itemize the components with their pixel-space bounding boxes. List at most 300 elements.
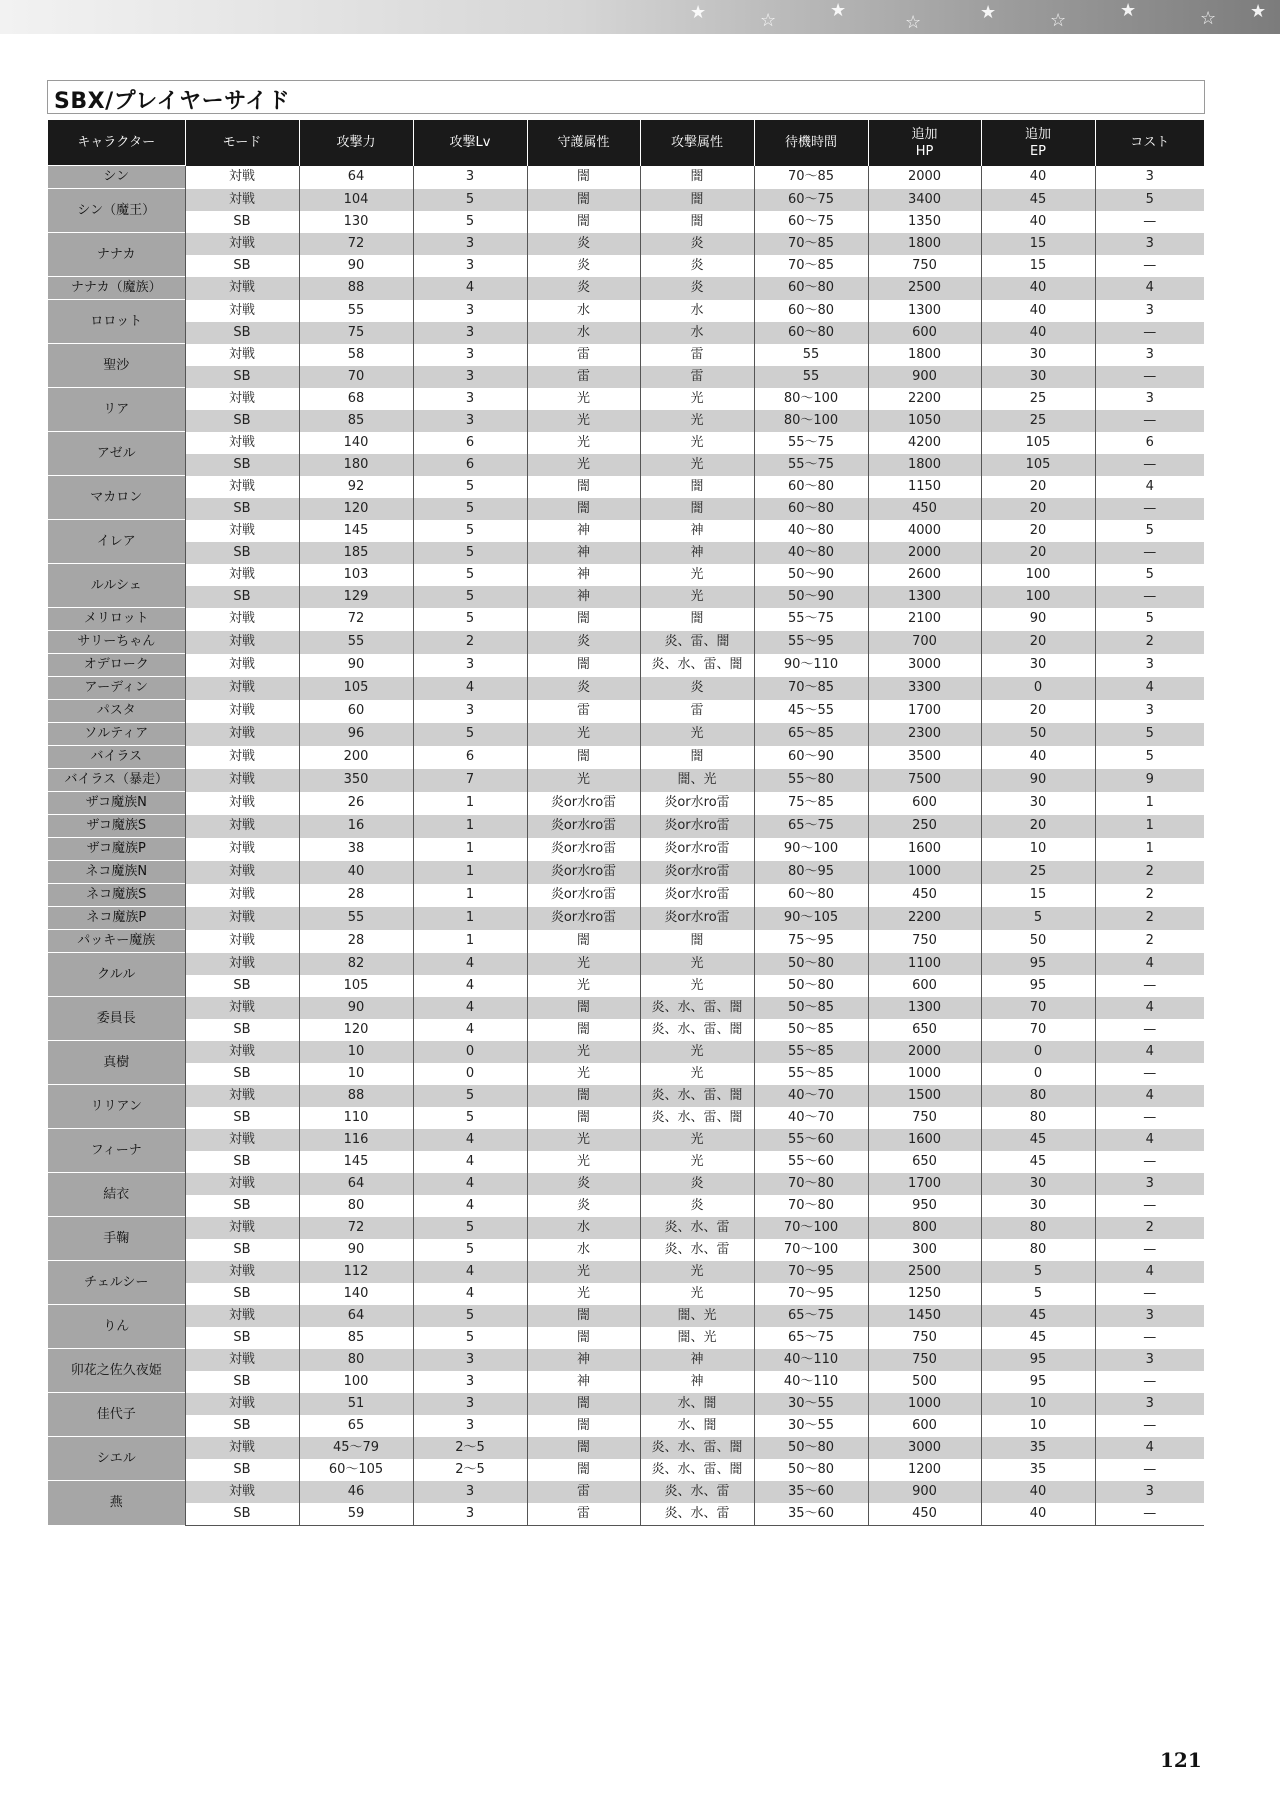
add-hp-cell: 700 [868,631,981,654]
star-icon: ☆ [1200,8,1217,29]
attack-cell: 90 [299,654,413,677]
attack-attr-cell: 炎、水、雷、闇 [640,1107,754,1129]
guard-attr-cell: 闇 [527,498,640,520]
guard-attr-cell: 炎 [527,631,640,654]
wait-time-cell: 55～60 [754,1151,868,1173]
cost-cell: 6 [1095,432,1204,454]
attack-attr-cell: 炎、水、雷、闇 [640,1085,754,1107]
add-ep-cell: 20 [981,700,1095,723]
character-name-cell: オデローク [48,654,185,677]
cost-cell: — [1095,498,1204,520]
table-row [48,322,1204,344]
mode-cell: 対戦 [185,769,299,792]
wait-time-cell: 50～90 [754,564,868,586]
wait-time-cell: 90～110 [754,654,868,677]
attack-attr-cell: 炎、雷、闇 [640,631,754,654]
cost-cell: 3 [1095,300,1204,322]
guard-attr-cell: 光 [527,1129,640,1151]
attack-attr-cell: 光 [640,975,754,997]
wait-time-cell: 80～100 [754,388,868,410]
cost-cell: 3 [1095,344,1204,366]
cost-cell: — [1095,975,1204,997]
wait-time-cell: 70～100 [754,1239,868,1261]
cost-cell: 3 [1095,233,1204,255]
character-name-cell: ナナカ [48,233,185,277]
mode-cell: 対戦 [185,1173,299,1195]
wait-time-cell: 60～80 [754,322,868,344]
table-row [48,542,1204,564]
add-ep-cell: 30 [981,344,1095,366]
add-ep-cell: 15 [981,255,1095,277]
cost-cell: 4 [1095,1129,1204,1151]
wait-time-cell: 65～75 [754,815,868,838]
attack-cell: 120 [299,498,413,520]
attack-lv-cell: 5 [413,1217,527,1239]
attack-cell: 16 [299,815,413,838]
wait-time-cell: 50～90 [754,586,868,608]
guard-attr-cell: 光 [527,975,640,997]
attack-attr-cell: 闇 [640,930,754,953]
cost-cell: — [1095,410,1204,432]
add-hp-cell: 1000 [868,1393,981,1415]
guard-attr-cell: 闇 [527,211,640,233]
character-name-cell: 結衣 [48,1173,185,1217]
add-ep-cell: 20 [981,520,1095,542]
add-ep-cell: 10 [981,838,1095,861]
add-hp-cell: 2200 [868,388,981,410]
attack-lv-cell: 4 [413,975,527,997]
attack-lv-cell: 5 [413,1107,527,1129]
table-row [48,769,1204,792]
attack-attr-cell: 炎 [640,255,754,277]
add-ep-cell: 35 [981,1437,1095,1459]
guard-attr-cell: 闇 [527,1393,640,1415]
mode-cell: 対戦 [185,654,299,677]
guard-attr-cell: 闇 [527,930,640,953]
table-row [48,1261,1204,1283]
attack-attr-cell: 炎or水ro雷 [640,815,754,838]
table-row [48,520,1204,542]
guard-attr-cell: 神 [527,1371,640,1393]
add-ep-cell: 40 [981,166,1095,189]
guard-attr-cell: 光 [527,454,640,476]
attack-lv-cell: 4 [413,1195,527,1217]
add-hp-cell: 3300 [868,677,981,700]
cost-cell: 4 [1095,277,1204,300]
table-row [48,300,1204,322]
mode-cell: 対戦 [185,700,299,723]
column-guard-attr-header: 守護属性 [527,120,640,166]
attack-attr-cell: 炎、水、雷、闇 [640,1019,754,1041]
add-hp-cell: 1800 [868,233,981,255]
star-icon: ★ [1250,1,1267,22]
character-name-cell: ネコ魔族P [48,907,185,930]
guard-attr-cell: 炎or水ro雷 [527,838,640,861]
add-hp-cell: 3400 [868,189,981,211]
attack-cell: 90 [299,997,413,1019]
add-ep-cell: 40 [981,211,1095,233]
add-hp-cell: 1300 [868,300,981,322]
mode-cell: 対戦 [185,564,299,586]
attack-lv-cell: 5 [413,211,527,233]
add-ep-cell: 80 [981,1217,1095,1239]
attack-cell: 72 [299,608,413,631]
attack-attr-cell: 炎or水ro雷 [640,838,754,861]
cost-cell: 5 [1095,608,1204,631]
guard-attr-cell: 光 [527,1063,640,1085]
mode-cell: 対戦 [185,930,299,953]
table-row [48,166,1204,189]
guard-attr-cell: 炎or水ro雷 [527,884,640,907]
attack-attr-cell: 光 [640,586,754,608]
attack-attr-cell: 炎、水、雷、闇 [640,1437,754,1459]
wait-time-cell: 45～55 [754,700,868,723]
add-ep-cell: 70 [981,997,1095,1019]
mode-cell: 対戦 [185,1481,299,1503]
guard-attr-cell: 闇 [527,1437,640,1459]
wait-time-cell: 90～105 [754,907,868,930]
attack-lv-cell: 1 [413,930,527,953]
attack-attr-cell: 炎、水、雷 [640,1239,754,1261]
table-row [48,1019,1204,1041]
guard-attr-cell: 神 [527,1349,640,1371]
attack-cell: 185 [299,542,413,564]
attack-cell: 88 [299,277,413,300]
table-row [48,677,1204,700]
guard-attr-cell: 水 [527,1239,640,1261]
guard-attr-cell: 炎or水ro雷 [527,792,640,815]
column-mode-header: モード [185,120,299,166]
wait-time-cell: 40～70 [754,1107,868,1129]
add-hp-cell: 3000 [868,1437,981,1459]
column-attack-attr-header: 攻撃属性 [640,120,754,166]
character-name-cell: バイラス [48,746,185,769]
add-ep-cell: 25 [981,861,1095,884]
mode-cell: 対戦 [185,233,299,255]
wait-time-cell: 55～75 [754,432,868,454]
add-ep-cell: 30 [981,654,1095,677]
attack-attr-cell: 神 [640,1371,754,1393]
mode-cell: SB [185,1239,299,1261]
guard-attr-cell: 炎or水ro雷 [527,861,640,884]
character-name-cell: シン（魔王） [48,189,185,233]
attack-lv-cell: 4 [413,997,527,1019]
mode-cell: 対戦 [185,953,299,975]
attack-cell: 40 [299,861,413,884]
guard-attr-cell: 雷 [527,344,640,366]
attack-lv-cell: 4 [413,677,527,700]
guard-attr-cell: 光 [527,1041,640,1063]
wait-time-cell: 40～80 [754,542,868,564]
wait-time-cell: 30～55 [754,1393,868,1415]
add-ep-cell: 80 [981,1239,1095,1261]
wait-time-cell: 50～80 [754,975,868,997]
cost-cell: 3 [1095,700,1204,723]
character-name-cell: アゼル [48,432,185,476]
attack-cell: 120 [299,1019,413,1041]
attack-cell: 96 [299,723,413,746]
add-hp-cell: 1700 [868,1173,981,1195]
attack-lv-cell: 0 [413,1041,527,1063]
attack-cell: 104 [299,189,413,211]
add-ep-cell: 40 [981,1503,1095,1526]
mode-cell: 対戦 [185,388,299,410]
cost-cell: 4 [1095,1261,1204,1283]
cost-cell: 3 [1095,1349,1204,1371]
attack-attr-cell: 炎or水ro雷 [640,792,754,815]
guard-attr-cell: 水 [527,322,640,344]
add-ep-cell: 70 [981,1019,1095,1041]
attack-attr-cell: 闇 [640,498,754,520]
attack-attr-cell: 炎、水、雷 [640,1503,754,1526]
mode-cell: SB [185,454,299,476]
top-decorative-band [0,0,1280,34]
add-ep-cell: 45 [981,1305,1095,1327]
add-ep-cell: 0 [981,1063,1095,1085]
mode-cell: 対戦 [185,1261,299,1283]
mode-cell: 対戦 [185,997,299,1019]
add-hp-cell: 750 [868,930,981,953]
wait-time-cell: 40～110 [754,1349,868,1371]
attack-cell: 200 [299,746,413,769]
attack-cell: 45～79 [299,1437,413,1459]
mode-cell: 対戦 [185,631,299,654]
wait-time-cell: 65～75 [754,1327,868,1349]
wait-time-cell: 50～85 [754,997,868,1019]
cost-cell: — [1095,1063,1204,1085]
table-row [48,1129,1204,1151]
wait-time-cell: 55 [754,366,868,388]
attack-attr-cell: 炎、水、雷、闇 [640,1459,754,1481]
add-ep-cell: 30 [981,366,1095,388]
mode-cell: 対戦 [185,166,299,189]
guard-attr-cell: 闇 [527,189,640,211]
attack-attr-cell: 光 [640,1283,754,1305]
attack-attr-cell: 炎 [640,233,754,255]
cost-cell: 2 [1095,861,1204,884]
attack-attr-cell: 雷 [640,700,754,723]
attack-attr-cell: 光 [640,432,754,454]
add-ep-cell: 80 [981,1107,1095,1129]
wait-time-cell: 90～100 [754,838,868,861]
cost-cell: 3 [1095,388,1204,410]
add-hp-cell: 1150 [868,476,981,498]
mode-cell: 対戦 [185,815,299,838]
attack-cell: 10 [299,1041,413,1063]
attack-cell: 60 [299,700,413,723]
wait-time-cell: 55 [754,344,868,366]
add-hp-cell: 600 [868,1415,981,1437]
character-name-cell: パスタ [48,700,185,723]
table-row [48,1151,1204,1173]
table-row [48,255,1204,277]
attack-lv-cell: 4 [413,1019,527,1041]
add-ep-cell: 50 [981,723,1095,746]
guard-attr-cell: 水 [527,300,640,322]
wait-time-cell: 70～95 [754,1261,868,1283]
table-row [48,930,1204,953]
guard-attr-cell: 光 [527,953,640,975]
add-ep-cell: 50 [981,930,1095,953]
wait-time-cell: 70～85 [754,166,868,189]
add-hp-cell: 250 [868,815,981,838]
attack-lv-cell: 3 [413,166,527,189]
table-row [48,1459,1204,1481]
attack-attr-cell: 炎、水、雷 [640,1481,754,1503]
wait-time-cell: 50～80 [754,953,868,975]
attack-cell: 64 [299,1173,413,1195]
wait-time-cell: 60～90 [754,746,868,769]
cost-cell: 3 [1095,1481,1204,1503]
cost-cell: — [1095,1459,1204,1481]
attack-cell: 64 [299,1305,413,1327]
column-attack-header: 攻撃力 [299,120,413,166]
guard-attr-cell: 神 [527,542,640,564]
character-name-cell: 委員長 [48,997,185,1041]
attack-lv-cell: 5 [413,586,527,608]
cost-cell: 4 [1095,953,1204,975]
character-name-cell: ソルティア [48,723,185,746]
attack-cell: 72 [299,233,413,255]
cost-cell: 2 [1095,631,1204,654]
add-ep-cell: 35 [981,1459,1095,1481]
section-title: SBX/プレイヤーサイド [54,89,291,114]
attack-attr-cell: 光 [640,1129,754,1151]
add-hp-cell: 1300 [868,586,981,608]
character-name-cell: シン [48,166,185,189]
add-ep-cell: 20 [981,542,1095,564]
mode-cell: SB [185,1327,299,1349]
cost-cell: 4 [1095,1041,1204,1063]
add-hp-cell: 650 [868,1151,981,1173]
add-hp-cell: 7500 [868,769,981,792]
wait-time-cell: 60～80 [754,277,868,300]
mode-cell: SB [185,1283,299,1305]
table-row [48,815,1204,838]
column-character-header: キャラクター [48,120,185,166]
wait-time-cell: 75～95 [754,930,868,953]
wait-time-cell: 60～80 [754,498,868,520]
attack-attr-cell: 光 [640,388,754,410]
add-ep-cell: 25 [981,388,1095,410]
guard-attr-cell: 闇 [527,1327,640,1349]
attack-lv-cell: 7 [413,769,527,792]
guard-attr-cell: 炎 [527,1173,640,1195]
attack-lv-cell: 5 [413,1327,527,1349]
attack-cell: 75 [299,322,413,344]
add-ep-cell: 5 [981,1261,1095,1283]
attack-cell: 130 [299,211,413,233]
attack-lv-cell: 5 [413,1239,527,1261]
attack-lv-cell: 5 [413,498,527,520]
cost-cell: — [1095,542,1204,564]
guard-attr-cell: 炎 [527,255,640,277]
attack-lv-cell: 3 [413,366,527,388]
attack-lv-cell: 3 [413,1415,527,1437]
add-ep-cell: 20 [981,498,1095,520]
attack-lv-cell: 5 [413,1085,527,1107]
add-ep-cell: 25 [981,410,1095,432]
attack-attr-cell: 闇 [640,211,754,233]
cost-cell: 5 [1095,564,1204,586]
star-icon: ☆ [905,12,922,33]
guard-attr-cell: 闇 [527,1459,640,1481]
add-hp-cell: 1200 [868,1459,981,1481]
wait-time-cell: 40～110 [754,1371,868,1393]
attack-lv-cell: 5 [413,520,527,542]
guard-attr-cell: 水 [527,1217,640,1239]
table-row [48,1173,1204,1195]
character-name-cell: シエル [48,1437,185,1481]
guard-attr-cell: 雷 [527,366,640,388]
guard-attr-cell: 光 [527,769,640,792]
add-hp-cell: 750 [868,1327,981,1349]
guard-attr-cell: 光 [527,388,640,410]
attack-cell: 105 [299,677,413,700]
attack-attr-cell: 炎or水ro雷 [640,861,754,884]
add-ep-cell: 45 [981,1327,1095,1349]
mode-cell: SB [185,1063,299,1085]
column-wait-time-header: 待機時間 [754,120,868,166]
character-name-cell: ネコ魔族N [48,861,185,884]
attack-lv-cell: 3 [413,1349,527,1371]
table-row [48,1041,1204,1063]
wait-time-cell: 55～95 [754,631,868,654]
star-icon: ★ [690,2,707,23]
table-row [48,1437,1204,1459]
cost-cell: 3 [1095,1393,1204,1415]
table-row [48,953,1204,975]
table-row [48,366,1204,388]
attack-attr-cell: 炎or水ro雷 [640,884,754,907]
column-cost-header: コスト [1095,120,1204,166]
guard-attr-cell: 雷 [527,700,640,723]
attack-cell: 145 [299,520,413,542]
attack-cell: 100 [299,1371,413,1393]
table-row [48,189,1204,211]
table-row [48,564,1204,586]
add-hp-cell: 1600 [868,838,981,861]
add-ep-cell: 0 [981,1041,1095,1063]
attack-cell: 64 [299,166,413,189]
add-hp-cell: 750 [868,1349,981,1371]
guard-attr-cell: 炎 [527,677,640,700]
guard-attr-cell: 神 [527,564,640,586]
character-name-cell: イレア [48,520,185,564]
attack-lv-cell: 2～5 [413,1437,527,1459]
attack-lv-cell: 4 [413,1129,527,1151]
attack-lv-cell: 4 [413,953,527,975]
add-ep-cell: 40 [981,277,1095,300]
table-row [48,432,1204,454]
guard-attr-cell: 闇 [527,1019,640,1041]
wait-time-cell: 50～80 [754,1459,868,1481]
attack-lv-cell: 6 [413,432,527,454]
mode-cell: 対戦 [185,838,299,861]
attack-lv-cell: 3 [413,654,527,677]
table-row [48,1195,1204,1217]
attack-attr-cell: 闇、光 [640,769,754,792]
wait-time-cell: 65～75 [754,1305,868,1327]
attack-cell: 88 [299,1085,413,1107]
cost-cell: 5 [1095,723,1204,746]
stats-table [48,120,1204,1526]
mode-cell: SB [185,1107,299,1129]
add-ep-cell: 10 [981,1393,1095,1415]
mode-cell: 対戦 [185,608,299,631]
guard-attr-cell: 雷 [527,1503,640,1526]
attack-attr-cell: 炎 [640,1173,754,1195]
